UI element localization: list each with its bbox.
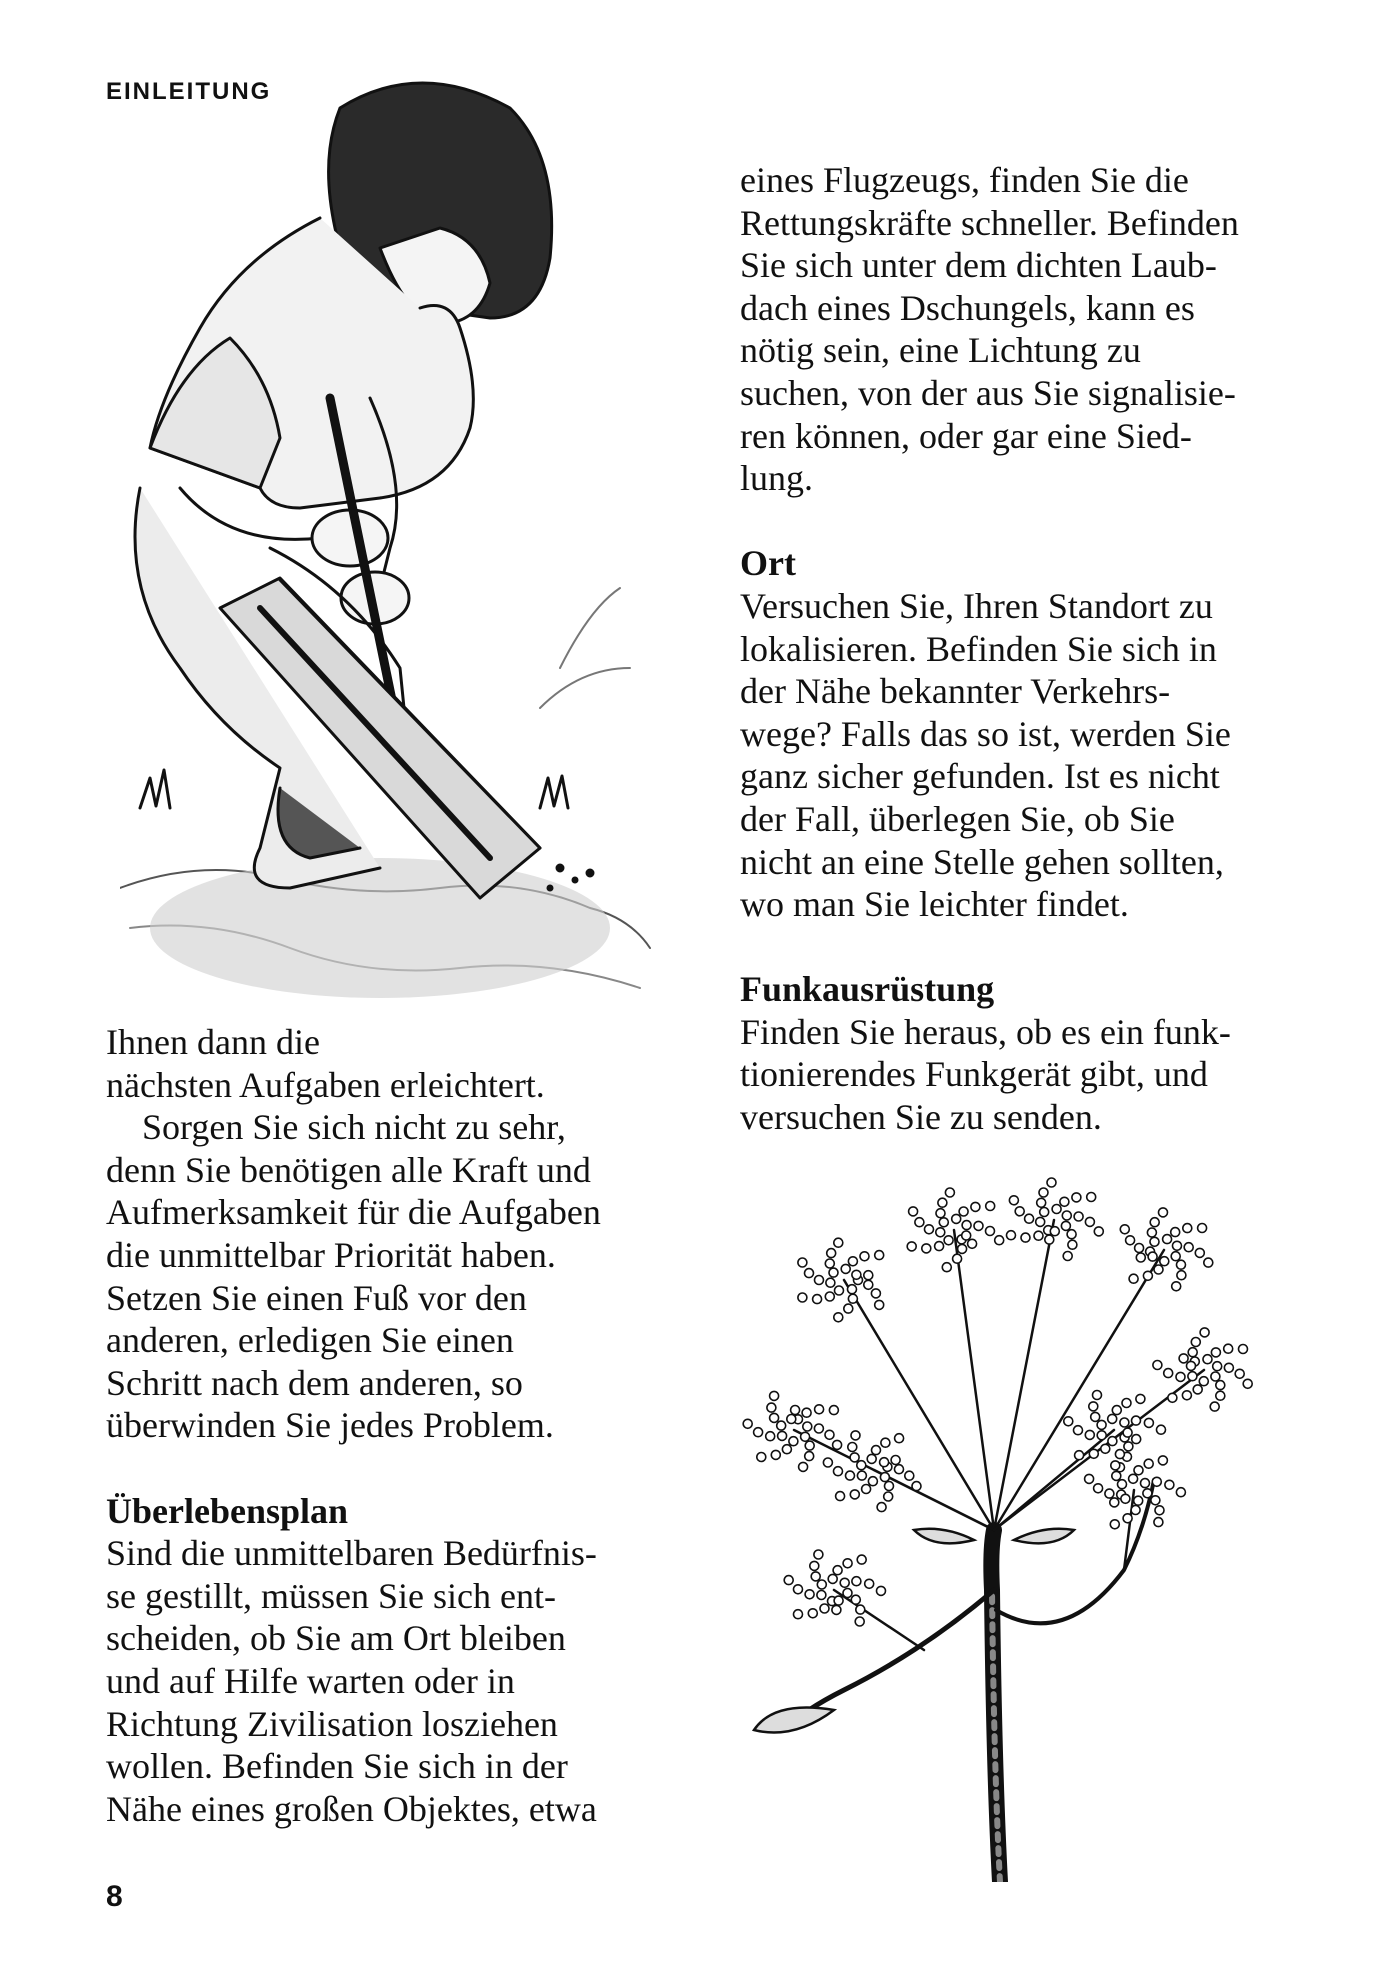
heading-ort: Ort [740,543,796,584]
left-column [106,1021,671,1830]
heading-ueberlebensplan: Überlebensplan [106,1490,349,1531]
text-line: versuchen Sie zu senden. [740,1097,1102,1138]
text-line: wege? Falls das so ist, werden Sie [740,713,1231,754]
text-line: eines Flugzeugs, finden Sie die [740,160,1189,200]
text-line: ganz sicher gefunden. Ist es nicht [740,756,1220,797]
text-line: Finden Sie heraus, ob es ein funk- [740,1011,1231,1052]
section-label: EINLEITUNG [106,78,272,105]
text-line: überwinden Sie jedes Problem. [106,1405,554,1446]
text-line: Versuchen Sie, Ihren Standort zu [740,585,1213,626]
text-line: scheiden, ob Sie am Ort bleiben [106,1618,566,1659]
text-line: denn Sie benötigen alle Kraft und [106,1149,591,1190]
text-line: wollen. Befinden Sie sich in der [106,1746,568,1787]
right-column [740,159,1310,1139]
text-line: Sorgen Sie sich nicht zu sehr, [142,1107,566,1148]
text-line: anderen, erledigen Sie einen [106,1320,514,1361]
text-line: Aufmerksamkeit für die Aufgaben [106,1192,601,1233]
page-number: 8 [106,1880,123,1913]
text-line: der Nähe bekannter Verkehrs- [740,671,1171,712]
text-line: Richtung Zivilisation losziehen [106,1703,558,1744]
text-line: Ihnen dann die [106,1022,320,1062]
text-line: nicht an eine Stelle gehen sollten, [740,841,1224,882]
text-line: dach eines Dschungels, kann es [740,287,1195,328]
text-line: nötig sein, eine Lichtung zu [740,330,1141,371]
text-line: Setzen Sie einen Fuß vor den [106,1277,527,1318]
umbellifer-plant-illustration [724,1170,1304,1882]
heading-funkausruestung: Funkausrüstung [740,969,995,1010]
text-line: lokalisieren. Befinden Sie sich in [740,628,1217,669]
text-line: tionierendes Funkgerät gibt, und [740,1054,1208,1095]
text-line: der Fall, überlegen Sie, ob Sie [740,798,1175,839]
text-line: Sind die unmittelbaren Bedürfnis- [106,1533,597,1574]
text-line: nächsten Aufgaben erleichtert. [106,1064,545,1105]
text-line: wo man Sie leichter findet. [740,884,1129,925]
text-line: se gestillt, müssen Sie sich ent- [106,1575,556,1616]
text-line: Rettungskräfte schneller. Befinden [740,202,1239,243]
text-line: die unmittelbar Priorität haben. [106,1234,556,1275]
text-line: Nähe eines großen Objektes, etwa [106,1788,597,1829]
text-line: suchen, von der aus Sie signalisie- [740,372,1236,413]
text-line: ren können, oder gar eine Sied- [740,415,1192,456]
text-line: Sie sich unter dem dichten Laub- [740,245,1217,286]
text-line: Schritt nach dem anderen, so [106,1362,523,1403]
fire-plough-illustration [120,68,660,1023]
text-line: und auf Hilfe warten oder in [106,1660,515,1701]
text-line: lung. [740,458,814,499]
